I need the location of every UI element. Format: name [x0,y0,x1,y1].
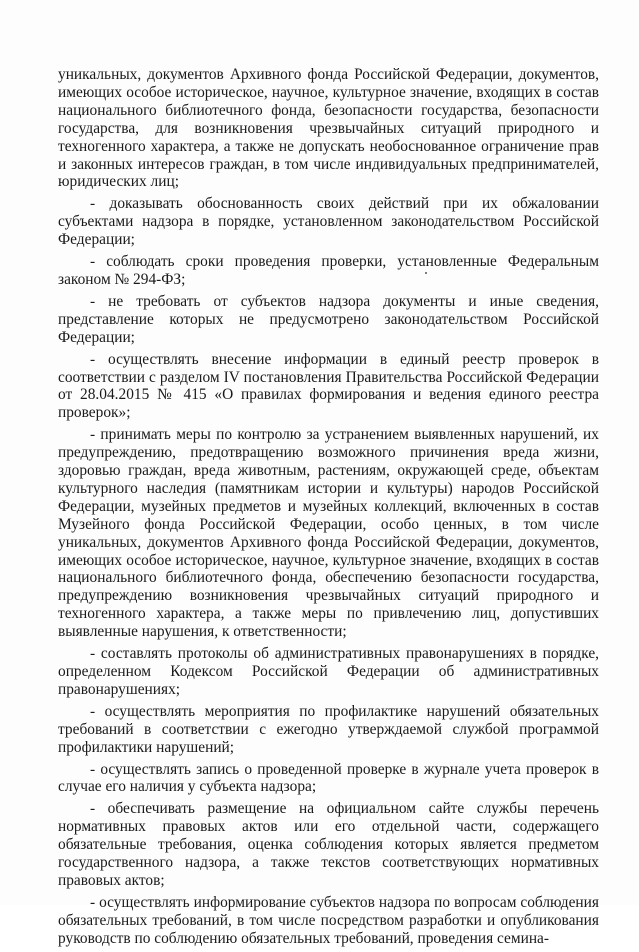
paragraph-prevention: - осуществлять мероприятия по профилактике нарушений обязательных требований в соответствии с ежегодно утверждаемой службой программой профилактики нарушений; [58,702,599,756]
document-body [58,66,599,952]
paragraph-continuation: уникальных, документов Архивного фонда Российской Федерации, документов, имеющих особое историческое, научное, культурное значение, входящих в состав национального библиотечного фонда, безопасности государства, безопасности государства, для возникновения чрезвычайных ситуаций природного и техногенного характера, а также не допускать необоснованное ограничение прав и законных интересов граждан, в том числе индивидуальных предпринимателей, юридических лиц; [58,66,599,191]
paragraph-justify-actions: - доказывать обоснованность своих действий при их обжаловании субъектами надзора в порядке, установленном законодательством Российской Федерации; [58,195,599,249]
scan-speck [425,272,427,274]
paragraph-unified-registry: - осуществлять внесение информации в единый реестр проверок в соответствии с разделом IV постановления Правительства Российской Федерации от 28.04.2015 № 415 «О правилах формирования и ведения единого реестра проверок»; [58,350,599,422]
paragraph-no-extra-documents: - не требовать от субъектов надзора документы и иные сведения, представление которых не предусмотрено законодательством Российской Федерации; [58,292,599,346]
paragraph-inspection-deadlines: - соблюдать сроки проведения проверки, установленные Федеральным законом № 294-ФЗ; [58,253,599,288]
paragraph-protocols: - составлять протоколы об административных правонарушениях в порядке, определенном Кодексом Российской Федерации об административных правонарушениях; [58,645,599,698]
paragraph-journal-record: - осуществлять запись о проведенной проверке в журнале учета проверок в случае его наличия у субъекта надзора; [58,760,599,796]
paragraph-website-publication: - обеспечивать размещение на официальном сайте службы перечень нормативных правовых актов или его отдельной части, содержащего обязательные требования, оценка соблюдения которых является предметом государственного надзора, а также текстов соответствующих нормативных правовых актов; [58,800,599,889]
paragraph-informing: - осуществлять информирование субъектов надзора по вопросам соблюдения обязательных требований, в том числе посредством разработки и опубликования руководств по соблюдению обязательных требований, проведения семина- [58,893,599,947]
paragraph-violation-measures: - принимать меры по контролю за устранением выявленных нарушений, их предупреждению, предотвращению возможного причинения вреда жизни, здоровью граждан, вреда животным, растениям, окружающей среде, объектам культурного наследия (памятникам истории и культуры) народов Российской Федерации, музейных предметов и музейных коллекций, включенных в состав Музейного фонда Российской Федерации, особо ценных, в том числе уникальных, документов Архивного фонда Российской Федерации, документов, имеющих особое историческое, научное, культурное значение, входящих в состав национального библиотечного фонда, обеспечению безопасности государства, предупреждению возникновения чрезвычайных ситуаций природного и техногенного характера, а также меры по привлечению лиц, допустивших выявленные нарушения, к ответственности; [58,426,599,641]
